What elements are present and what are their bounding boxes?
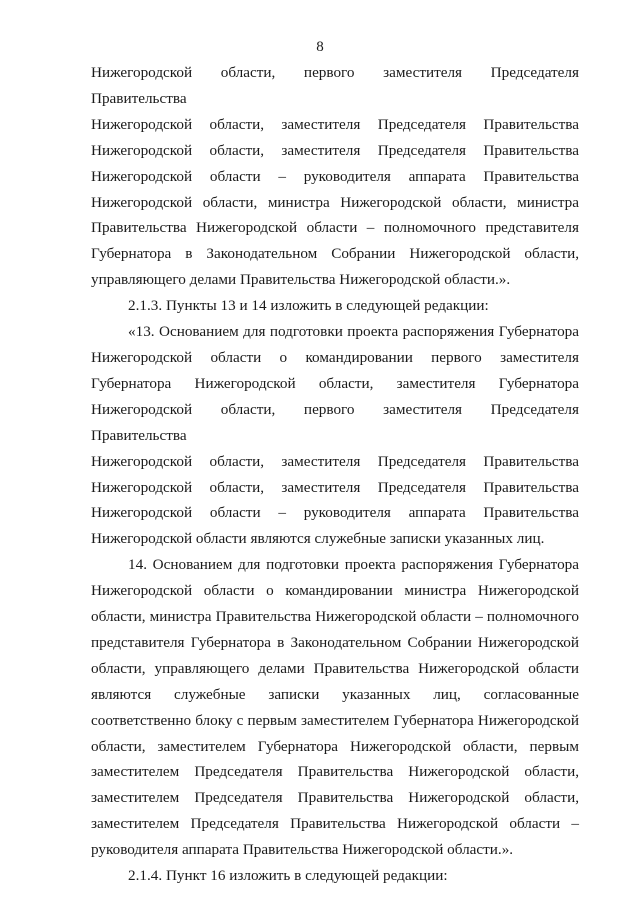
text-line: Нижегородской области о командировании министра Нижегородской [91, 582, 579, 600]
text-line: 14. Основанием для подготовки проекта распоряжения Губернатора [128, 556, 579, 574]
text-line: руководителя аппарата Правительства Нижегородской области.». [91, 841, 514, 859]
text-line: области, управляющего делами Правительства Нижегородской области [91, 659, 579, 677]
text-line: 2.1.4. Пункт 16 изложить в следующей редакции: [128, 867, 448, 885]
text-line: Нижегородской области, заместителя Председателя Правительства [91, 478, 579, 496]
text-line: Нижегородской области, первого заместителя Председателя Правительства [91, 64, 579, 107]
document-body [91, 60, 579, 889]
text-line: Правительства Нижегородской области – полномочного представителя [91, 219, 579, 237]
text-line: Губернатора в Законодательном Собрании Нижегородской области, [91, 245, 579, 263]
text-line: Нижегородской области, первого заместителя Председателя Правительства [91, 400, 579, 444]
text-line: «13. Основанием для подготовки проекта распоряжения Губернатора [128, 323, 579, 341]
text-line: 2.1.3. Пункты 13 и 14 изложить в следующей редакции: [128, 297, 489, 315]
text-line: управляющего делами Правительства Нижегородской области.». [91, 271, 511, 289]
text-line: Нижегородской области, заместителя Председателя Правительства [91, 115, 579, 133]
text-line: области, министра Правительства Нижегородской области – полномочного [91, 608, 579, 626]
text-line: заместителем Председателя Правительства Нижегородской области – [91, 815, 579, 833]
text-line: Нижегородской области, министра Нижегородской области, министра [91, 193, 579, 211]
text-line: Нижегородской области являются служебные записки указанных лиц. [91, 530, 545, 548]
text-line: Нижегородской области – руководителя аппарата Правительства [91, 504, 579, 522]
text-line: Нижегородской области – руководителя аппарата Правительства [91, 167, 579, 185]
text-line: заместителем Председателя Правительства Нижегородской области, [91, 763, 579, 781]
text-line: области, заместителем Губернатора Нижегородской области, первым [91, 737, 579, 755]
text-line: являются служебные записки указанных лиц, согласованные [91, 685, 579, 703]
text-line: заместителем Председателя Правительства Нижегородской области, [91, 789, 579, 807]
text-line: представителя Губернатора в Законодательном Собрании Нижегородской [91, 633, 579, 651]
page-number: 8 [316, 39, 324, 55]
text-line: Нижегородской области, заместителя Председателя Правительства [91, 141, 579, 159]
text-line: соответственно блоку с первым заместителем Губернатора Нижегородской [91, 711, 579, 729]
text-line: Нижегородской области, заместителя Председателя Правительства [91, 452, 579, 470]
text-line: Нижегородской области о командировании первого заместителя [91, 348, 579, 366]
text-line: Губернатора Нижегородской области, заместителя Губернатора [91, 374, 579, 392]
